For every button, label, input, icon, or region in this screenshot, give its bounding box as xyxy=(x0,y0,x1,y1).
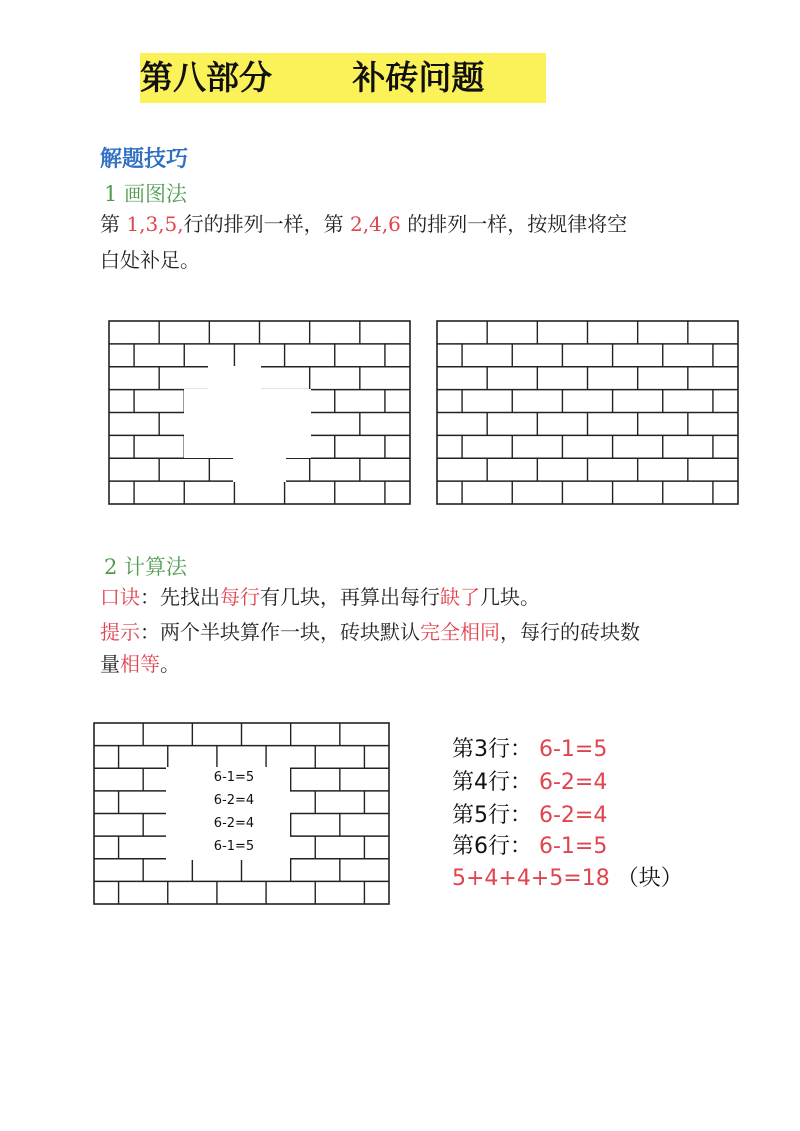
method1-title: 1 画图法 xyxy=(104,182,188,206)
t2-seg3: ，每行的砖块数 xyxy=(500,620,640,644)
title-topic: 补砖问题 xyxy=(352,58,485,97)
calc-label: 第6行： xyxy=(452,834,532,859)
m1-seg0: 第 xyxy=(100,212,127,236)
wall-label-row3: 6-1=5 xyxy=(213,770,255,785)
t2-seg1: ：两个半块算作一块，砖块默认 xyxy=(140,620,420,644)
wall-label-row4: 6-2=4 xyxy=(213,793,255,808)
m1-seg2: 行的排列一样，第 xyxy=(183,212,350,236)
page-title xyxy=(140,53,484,103)
calc-expr: 6-1=5 xyxy=(539,737,608,762)
calc-expr: 6-1=5 xyxy=(539,834,608,859)
wall-label-row6: 6-1=5 xyxy=(213,839,255,854)
calc-row-4 xyxy=(452,765,607,801)
t1-seg2: 每行 xyxy=(220,585,260,609)
calc-label: 第5行： xyxy=(452,803,532,828)
calc-total-expr: 5+4+4+5=18 xyxy=(452,866,610,891)
calc-unit: （块） xyxy=(616,866,683,891)
method1-line1 xyxy=(100,206,627,242)
m1-seg3: 2,4,6 xyxy=(349,212,401,236)
method2-tip3 xyxy=(100,646,180,682)
t1-seg3: 有几块，再算出每行 xyxy=(260,585,440,609)
t1-seg5: 几块。 xyxy=(480,585,540,609)
title-part: 第八部分 xyxy=(140,58,272,97)
calc-label: 第3行： xyxy=(452,737,532,762)
method2-title: 2 计算法 xyxy=(104,555,188,579)
t3-seg1: 相等 xyxy=(120,652,160,676)
m1-seg4: 的排列一样，按规律将空 xyxy=(400,212,628,236)
brick-wall-filled xyxy=(436,320,740,506)
calc-expr: 6-2=4 xyxy=(539,803,608,828)
missing-bricks xyxy=(184,389,311,458)
method2-tip2 xyxy=(100,614,640,650)
section-heading: 解题技巧 xyxy=(100,147,189,172)
missing-bricks xyxy=(233,458,286,482)
t2-seg2: 完全相同 xyxy=(420,620,500,644)
t2-seg0: 提示 xyxy=(100,620,140,644)
brick-wall-counted xyxy=(93,722,391,906)
t1-seg1: ：先找出 xyxy=(140,585,220,609)
calc-row-3 xyxy=(452,732,607,768)
wall-label-row5: 6-2=4 xyxy=(213,816,255,831)
calc-expr: 6-2=4 xyxy=(539,770,608,795)
t1-seg0: 口诀 xyxy=(100,585,140,609)
calc-label: 第4行： xyxy=(452,770,532,795)
m1-seg1: 1,3,5, xyxy=(126,212,184,236)
t3-seg0: 量 xyxy=(100,652,120,676)
t1-seg4: 缺了 xyxy=(440,585,480,609)
method1-line2: 白处补足。 xyxy=(100,248,200,272)
calc-total xyxy=(452,861,683,897)
method2-tip1 xyxy=(100,579,540,615)
brick-wall-hole xyxy=(108,320,412,506)
missing-bricks xyxy=(208,366,261,390)
t3-seg2: 。 xyxy=(160,652,180,676)
calc-row-6 xyxy=(452,829,607,865)
